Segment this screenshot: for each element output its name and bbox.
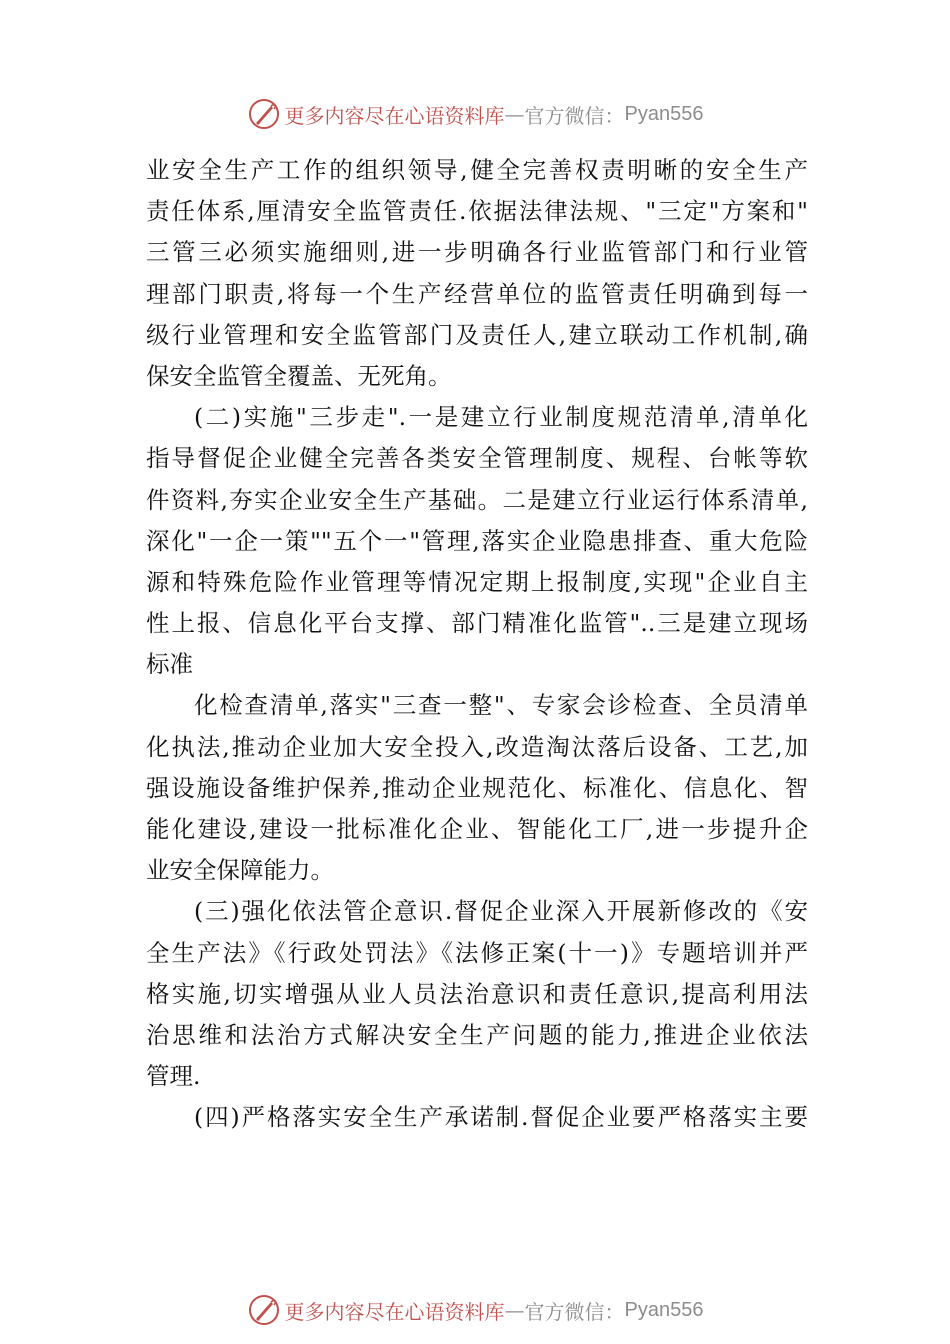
body-line: 性上报、信息化平台支撑、部门精准化监管"..三是建立现场 — [146, 609, 808, 638]
body-line: 格实施,切实增强从业人员法治意识和责任意识,提高利用法 — [146, 979, 808, 1008]
body-line: 治思维和法治方式解决安全生产问题的能力,推进企业依法 — [146, 1020, 808, 1049]
body-line: 源和特殊危险作业管理等情况定期上报制度,实现"企业自主 — [146, 567, 808, 596]
header-banner — [0, 94, 950, 134]
body-line: 强设施设备维护保养,推动企业规范化、标准化、信息化、智 — [146, 773, 808, 802]
body-line: (二)实施"三步走".一是建立行业制度规范清单,清单化 — [194, 403, 808, 432]
footer-banner — [0, 1290, 950, 1330]
body-line: 理部门职责,将每一个生产经营单位的监管责任明确到每一 — [146, 279, 808, 308]
quill-logo-icon — [247, 1293, 281, 1327]
body-line: 全生产法》《行政处罚法》《法修正案(十一)》专题培训并严 — [146, 938, 808, 967]
body-line: 化检查清单,落实"三查一整"、专家会诊检查、全员清单 — [194, 691, 808, 720]
body-line: 三管三必须实施细则,进一步明确各行业监管部门和行业管 — [146, 238, 808, 267]
header-wechat-label: 官方微信： — [524, 103, 625, 128]
body-line: 业安全保障能力。 — [146, 856, 334, 885]
body-line: 标准 — [146, 650, 193, 679]
body-line: 件资料,夯实企业安全生产基础。二是建立行业运行体系清单, — [146, 485, 808, 514]
body-line: (三)强化依法管企意识.督促企业深入开展新修改的《安 — [194, 897, 808, 926]
footer-wechat-label: 官方微信： — [524, 1299, 625, 1324]
body-line: 业安全生产工作的组织领导,健全完善权责明晰的安全生产 — [146, 156, 808, 184]
body-line: 指导督促企业健全完善各类安全管理制度、规程、台帐等软 — [146, 444, 808, 473]
header-separator: — — [504, 102, 525, 126]
body-line: 保安全监管全覆盖、无死角。 — [146, 361, 452, 390]
body-line: (四)严格落实安全生产承诺制.督促企业要严格落实主要 — [194, 1103, 808, 1132]
document-body — [146, 150, 808, 1139]
body-line: 责任体系,厘清安全监管责任.依据法律法规、"三定"方案和" — [146, 197, 808, 226]
body-line: 级行业管理和安全监管部门及责任人,建立联动工作机制,确 — [146, 320, 808, 349]
header-wechat-id: Pyan556 — [624, 102, 704, 125]
body-line: 化执法,推动企业加大安全投入,改造淘汰落后设备、工艺,加 — [146, 732, 808, 761]
header-brand-text: 更多内容尽在心语资料库 — [284, 103, 505, 128]
footer-separator: — — [504, 1298, 525, 1322]
footer-wechat-id: Pyan556 — [624, 1298, 704, 1321]
body-line: 管理. — [146, 1062, 201, 1091]
body-line: 深化"一企一策""五个一"管理,落实企业隐患排查、重大危险 — [146, 526, 808, 555]
body-line: 能化建设,建设一批标准化企业、智能化工厂,进一步提升企 — [146, 815, 808, 843]
quill-logo-icon — [247, 97, 281, 131]
footer-brand-text: 更多内容尽在心语资料库 — [284, 1299, 505, 1324]
